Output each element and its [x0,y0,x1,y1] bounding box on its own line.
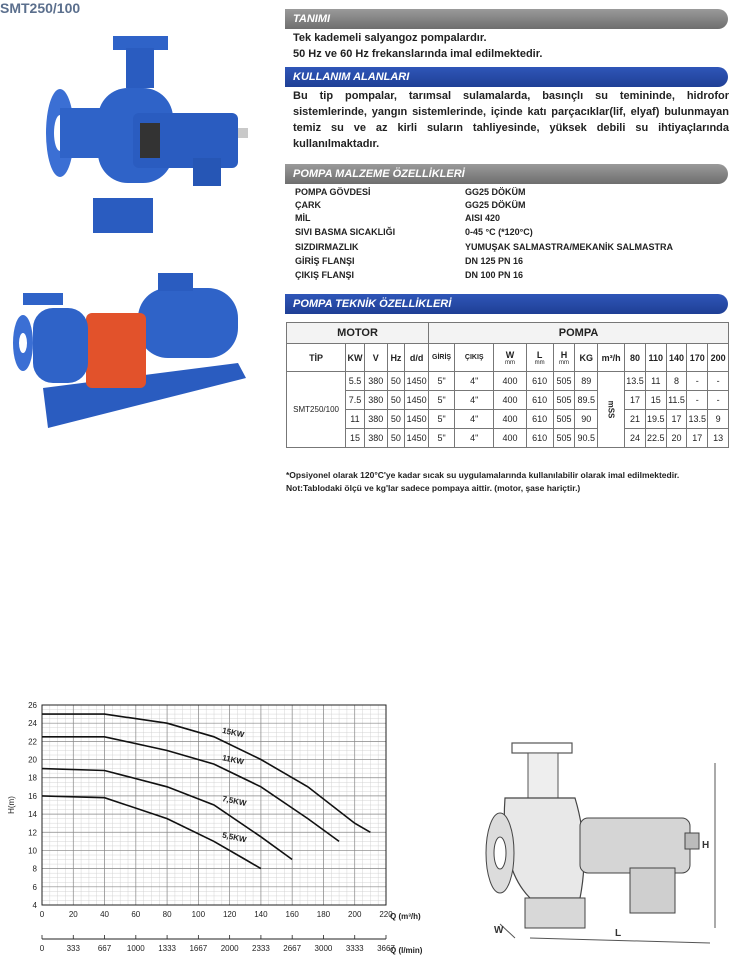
section-bar-tanimi: TANIMI [285,9,728,29]
y-tick-label: 20 [28,755,37,765]
cell: 505 [553,410,575,429]
material-value: DN 100 PN 16 [465,270,524,280]
cell: 20 [666,429,687,448]
cell: 89 [575,372,598,391]
cell: 505 [553,372,575,391]
material-key: POMPA GÖVDESİ [295,187,371,197]
th-flow: 140 [666,344,687,372]
cell: 1450 [405,372,429,391]
cell: 380 [364,372,387,391]
cell: 90 [575,410,598,429]
cell: 380 [364,410,387,429]
cell: 50 [387,429,405,448]
note-optional: *Opsiyonel olarak 120°C'ye kadar sıcak su uygulamalarında kullanılabilir olarak imal edilmektedir. [286,470,680,480]
table-row [287,410,729,429]
cell: 7.5 [346,391,365,410]
cell: 17 [687,429,708,448]
cell: 505 [553,429,575,448]
x2-tick-label: 3000 [314,944,333,953]
x-tick-label: 200 [348,910,362,919]
x-tick-label: 220 [379,910,393,919]
x-axis-label: Q (m³/h) [390,912,421,921]
cell: 13.5 [687,410,708,429]
cell: 4" [455,410,494,429]
x2-axis-label: Q (l/min) [390,946,423,955]
x2-tick-label: 3333 [345,944,364,953]
y-tick-label: 26 [28,701,37,710]
cell: 19.5 [645,410,666,429]
cell: 17 [625,391,646,410]
cell: 610 [526,429,553,448]
cell: 90.5 [575,429,598,448]
cell: - [687,391,708,410]
th-flow: 170 [687,344,708,372]
cell: 1450 [405,429,429,448]
cell: 50 [387,372,405,391]
y-tick-label: 8 [32,864,37,874]
section-bar-malzeme: POMPA MALZEME ÖZELLİKLERİ [285,164,728,184]
x2-tick-label: 1000 [126,944,145,953]
th-flow: 200 [708,344,729,372]
cell: 1450 [405,391,429,410]
x-tick-label: 120 [222,910,237,919]
th-v: V [364,344,387,372]
tip-value: SMT250/100 [287,372,346,448]
th-tip: TİP [287,344,346,372]
cell: 50 [387,391,405,410]
x2-tick-label: 333 [66,944,80,953]
y-tick-label: 12 [28,828,37,838]
material-row [295,213,725,224]
note-dimensions: Not:Tablodaki ölçü ve kg'lar sadece pompaya aittir. (motor, şase hariçtir.) [286,483,581,493]
cell: 610 [526,410,553,429]
dimension-drawing [470,728,732,954]
group-pompa: POMPA [429,323,729,344]
y-tick-label: 14 [28,810,37,820]
table-row [287,391,729,410]
cell: 610 [526,391,553,410]
material-row [295,242,725,253]
material-key: GİRİŞ FLANŞI [295,256,355,266]
x2-tick-label: 3667 [377,944,395,953]
material-value: 0-45 °C (*120°C) [465,227,533,237]
th-kg: KG [575,344,598,372]
cell: 5" [429,391,455,410]
series-label: 15KW [221,725,246,740]
material-key: ÇIKIŞ FLANŞI [295,270,355,280]
series-label: 5,5KW [221,830,248,845]
series-label: 7,5KW [221,794,248,809]
cell: 8 [666,372,687,391]
tanimi-line-2: 50 Hz ve 60 Hz frekanslarında imal edilmektedir. [293,48,543,60]
kullanim-text: Bu tip pompalar, tarımsal sulamalarda, basınçlı su temininde, hidrofor sistemlerinde, yangın sistemlerinde, içinde katı parçacıklar(lif, elyaf) bulunmayan temiz su ve az kirli suların tahliyesinde, yüksek debili su ihtiyaçlarında kullanılmaktadır. [293,90,729,150]
cell: 400 [494,429,526,448]
th-kw: KW [346,344,365,372]
y-tick-label: 16 [28,791,37,801]
x-tick-label: 60 [131,910,141,919]
pump-motor-photo [8,268,246,428]
cell: 5" [429,429,455,448]
cell: 1450 [405,410,429,429]
cell: 21 [625,410,646,429]
y-tick-label: 6 [32,882,37,892]
th-h: H mm [553,344,575,372]
th-flow: 80 [625,344,646,372]
cell: 610 [526,372,553,391]
y-tick-label: 24 [28,719,37,729]
material-key: SIZDIRMAZLIK [295,242,359,252]
cell: 24 [625,429,646,448]
cell: 380 [364,429,387,448]
cell: 13 [708,429,729,448]
section-bar-kullanim: KULLANIM ALANLARI [285,67,728,87]
cell: - [708,391,729,410]
material-key: ÇARK [295,200,321,210]
x-tick-label: 180 [316,910,331,919]
mss-label: mSS [598,372,625,448]
cell: 22.5 [645,429,666,448]
group-motor: MOTOR [287,323,429,344]
x-tick-label: 0 [39,910,45,919]
cell: 4" [455,372,494,391]
dim-label-h: H [702,840,710,851]
cell: 400 [494,410,526,429]
cell: 9 [708,410,729,429]
y-tick-label: 4 [32,901,37,910]
cell: 11.5 [666,391,687,410]
material-value: DN 125 PN 16 [465,256,524,266]
th-cikis: ÇIKIŞ [455,344,494,372]
material-value: GG25 DÖKÜM [465,187,526,197]
cell: 13.5 [625,372,646,391]
material-value: AISI 420 [465,213,501,223]
cell: 400 [494,391,526,410]
cell: 15 [346,429,365,448]
material-row [295,187,725,198]
th-l: L mm [526,344,553,372]
dim-label-w: W [494,925,504,936]
cell: 5" [429,410,455,429]
x-tick-label: 140 [254,910,268,919]
cell: 89.5 [575,391,598,410]
x-tick-label: 100 [191,910,206,919]
y-tick-label: 10 [28,846,37,856]
material-value: YUMUŞAK SALMASTRA/MEKANİK SALMASTRA [465,242,673,252]
section-bar-teknik: POMPA TEKNİK ÖZELLİKLERİ [285,294,728,314]
x-tick-label: 160 [285,910,299,919]
cell: 5" [429,372,455,391]
th-giris: GİRİŞ [429,344,455,372]
x-tick-label: 20 [68,910,78,919]
spec-table [286,322,729,448]
cell: 11 [346,410,365,429]
cell: 5.5 [346,372,365,391]
cell: - [708,372,729,391]
x2-tick-label: 0 [39,944,45,953]
x2-tick-label: 1333 [158,944,176,953]
table-row [287,372,729,391]
model-title: SMT250/100 [0,0,81,16]
x-tick-label: 80 [162,910,172,919]
y-tick-label: 22 [28,737,37,747]
dim-label-l: L [615,928,622,939]
x2-tick-label: 1667 [189,944,208,953]
th-flow: 110 [645,344,666,372]
cell: 505 [553,391,575,410]
cell: 15 [645,391,666,410]
cell: - [687,372,708,391]
th-w: W mm [494,344,526,372]
cell: 4" [455,429,494,448]
material-key: MİL [295,213,311,223]
cell: 4" [455,391,494,410]
pump-photo [38,28,248,238]
y-axis-label: H(m) [7,796,16,814]
material-key: SIVI BASMA SICAKLIĞI [295,227,396,237]
cell: 11 [645,372,666,391]
material-row [295,256,725,267]
cell: 17 [666,410,687,429]
x-tick-label: 40 [100,910,109,919]
th-hz: Hz [387,344,405,372]
cell: 400 [494,372,526,391]
material-row [295,270,725,281]
x2-tick-label: 2667 [283,944,302,953]
tanimi-line-1: Tek kademeli salyangoz pompalardır. [293,32,487,44]
series-label: 11KW [221,753,245,767]
x2-tick-label: 2333 [252,944,270,953]
material-row [295,200,725,211]
th-flow-unit: m³/h [598,344,625,372]
th-dd: d/d [405,344,429,372]
x2-tick-label: 667 [97,944,112,953]
cell: 50 [387,410,405,429]
material-value: GG25 DÖKÜM [465,200,526,210]
material-row [295,227,725,238]
x2-tick-label: 2000 [220,944,239,953]
cell: 380 [364,391,387,410]
performance-chart [0,695,470,955]
y-tick-label: 18 [28,773,37,783]
table-row [287,429,729,448]
